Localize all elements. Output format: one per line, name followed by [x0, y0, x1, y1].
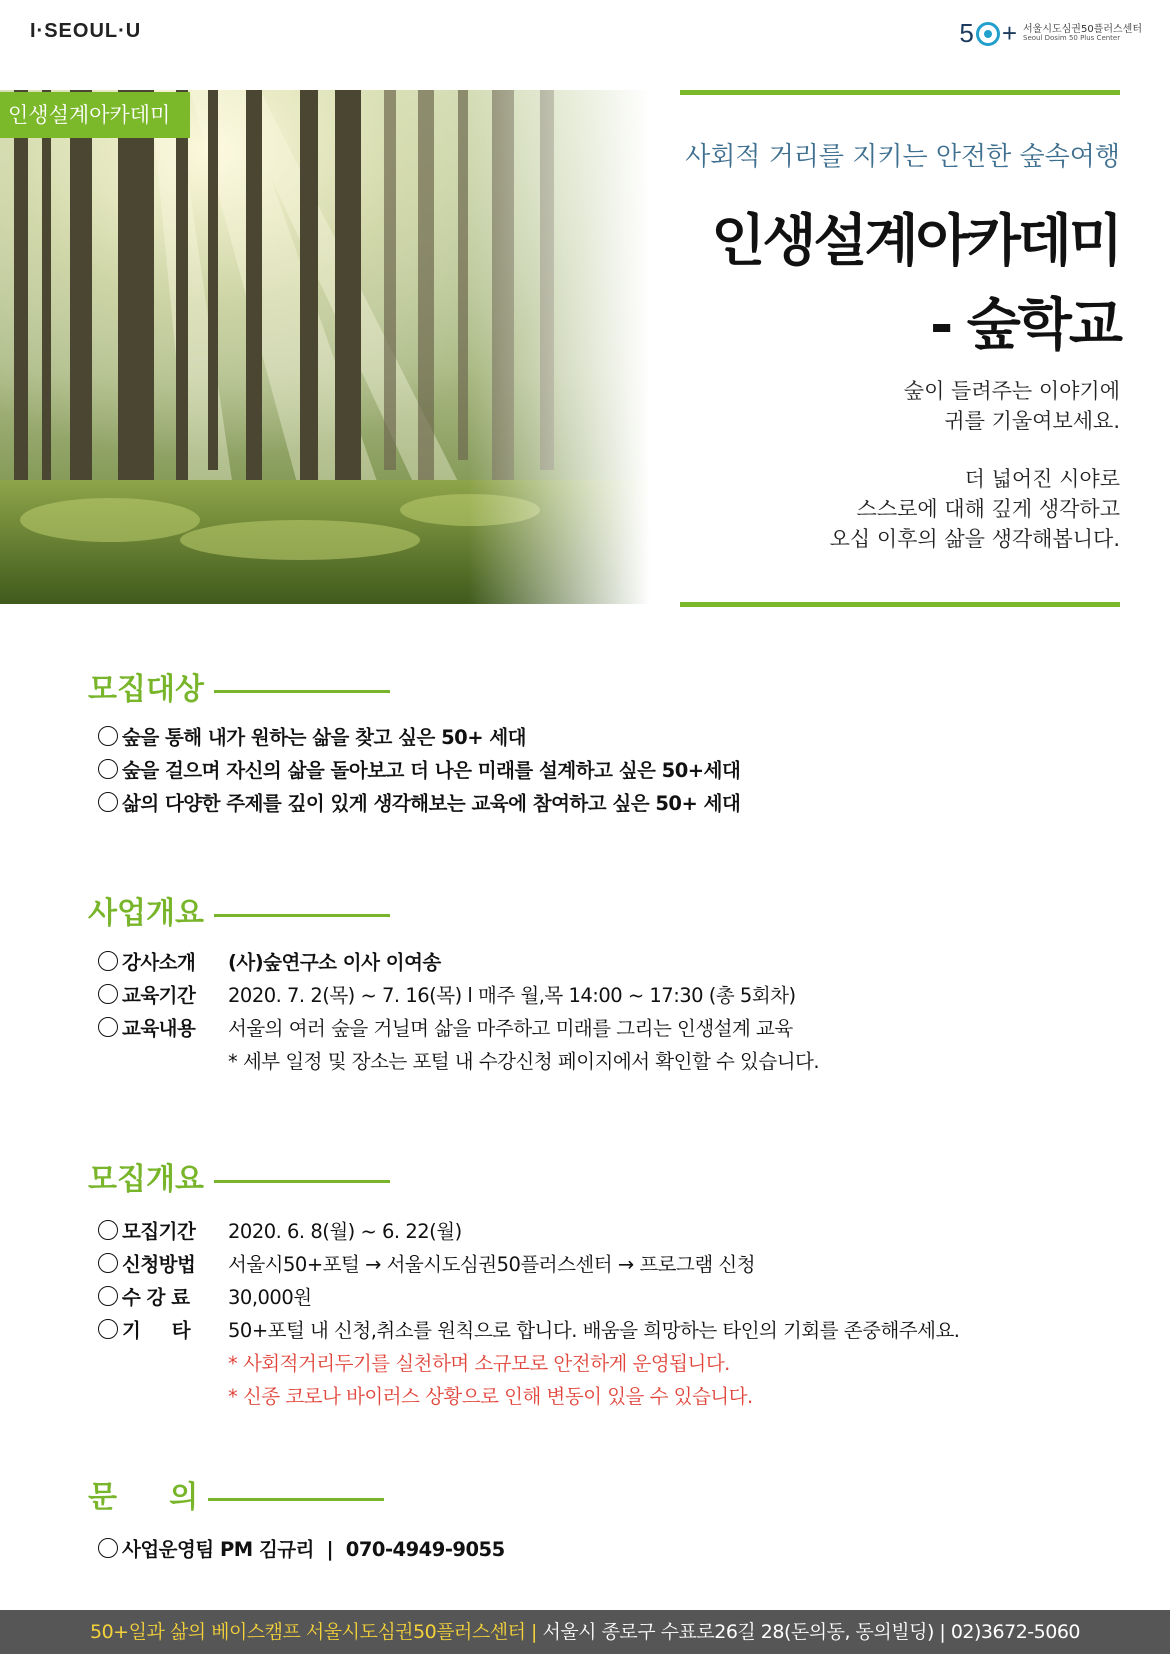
hero-desc-line: 오십 이후의 삶을 생각해봅니다. — [829, 527, 1120, 551]
list-item — [98, 1531, 505, 1564]
list-item — [98, 1279, 960, 1312]
circle-bullet-icon — [98, 984, 118, 1004]
hero-title — [711, 200, 1120, 368]
circle-bullet-icon — [98, 726, 118, 746]
logo-mark-digit: 5 — [959, 18, 974, 48]
logo-text-ko: 서울시도심권50플러스센터 — [1023, 24, 1142, 36]
hero-desc-line: 귀를 기울여보세요. — [944, 409, 1120, 433]
row-value: (사)숲연구소 이사 이여송 — [228, 950, 441, 974]
section-title-text: 모집개요 — [88, 1162, 204, 1197]
section-title-target — [88, 664, 390, 708]
hero-desc-line: 숲이 들려주는 이야기에 — [903, 379, 1120, 403]
list-item-text: 삶의 다양한 주제를 깊이 있게 생각해보는 교육에 참여하고 싶은 50+ 세대 — [122, 791, 741, 815]
seoul-50plus-center-logo — [959, 18, 1142, 49]
list-item — [98, 1010, 819, 1043]
list-item — [98, 1213, 960, 1246]
warning-note: * 사회적거리두기를 실천하며 소규모로 안전하게 운영됩니다. — [228, 1351, 730, 1375]
contact-text: 사업운영팀 PM 김규리 | 070-4949-9055 — [122, 1537, 505, 1561]
circle-bullet-icon — [98, 792, 118, 812]
logo-mark-plus: + — [1001, 18, 1017, 48]
contact-list — [98, 1531, 505, 1564]
logo-text-en: Seoul Dosim 50 Plus Center — [1023, 34, 1121, 43]
hero-title-line2: - 숲학교 — [929, 293, 1120, 358]
row-value: 2020. 6. 8(월) ~ 6. 22(월) — [228, 1219, 462, 1243]
note-text: * 세부 일정 및 장소는 포털 내 수강신청 페이지에서 확인할 수 있습니다. — [228, 1049, 820, 1073]
hero-subtitle: 사회적 거리를 지키는 안전한 숲속여행 — [685, 142, 1120, 172]
circle-bullet-icon — [98, 759, 118, 779]
forest-illustration — [0, 90, 650, 604]
row-key: 모집기간 — [122, 1219, 196, 1243]
hero-title-line1: 인생설계아카데미 — [711, 209, 1120, 274]
i-seoul-u-logo: I·SEOUL·U — [30, 20, 142, 42]
section-title-bar — [214, 690, 390, 693]
top-divider — [680, 90, 1120, 95]
circle-bullet-icon — [98, 1017, 118, 1037]
list-item — [98, 719, 740, 752]
bottom-divider — [680, 602, 1120, 607]
row-value: 서울의 여러 숲을 거닐며 삶을 마주하고 미래를 그리는 인생설계 교육 — [228, 1016, 793, 1040]
warning-note: * 신종 코로나 바이러스 상황으로 인해 변동이 있을 수 있습니다. — [228, 1384, 753, 1408]
hero-desc-line: 스스로에 대해 깊게 생각하고 — [856, 497, 1120, 521]
section-title-recruit — [88, 1154, 390, 1198]
row-key: 신청방법 — [122, 1252, 196, 1276]
list-item — [98, 1312, 960, 1345]
circle-bullet-icon — [98, 951, 118, 971]
row-key: 교육내용 — [122, 1016, 196, 1040]
row-key: 교육기간 — [122, 983, 196, 1007]
circle-bullet-icon — [98, 1253, 118, 1273]
circle-bullet-icon — [98, 1319, 118, 1339]
overview-list — [98, 944, 819, 1076]
hero-label-badge: 인생설계아카데미 — [0, 92, 190, 138]
target-list — [98, 719, 740, 818]
circle-bullet-icon — [98, 1538, 118, 1558]
section-title-text: 사업개요 — [88, 896, 204, 931]
recruit-list — [98, 1213, 960, 1411]
section-title-text: 문 의 — [88, 1480, 199, 1515]
footer-address: 서울시 종로구 수표로26길 28(돈의동, 동의빌딩) | 02)3672-5060 — [536, 1621, 1080, 1643]
section-title-bar — [214, 1180, 390, 1183]
list-item-text: 숲을 걸으며 자신의 삶을 돌아보고 더 나은 미래를 설계하고 싶은 50+세대 — [122, 758, 741, 782]
list-item — [98, 1246, 960, 1279]
50plus-logo-mark — [959, 18, 1017, 49]
list-item-text: 숲을 통해 내가 원하는 삶을 찾고 싶은 50+ 세대 — [122, 725, 527, 749]
circle-bullet-icon — [98, 1220, 118, 1240]
row-key: 강사소개 — [122, 950, 196, 974]
list-item — [98, 785, 740, 818]
footer-highlight: 50+일과 삶의 베이스캠프 서울시도심권50플러스센터 | — [90, 1621, 537, 1643]
hero-desc-line: 더 넓어진 시야로 — [964, 467, 1120, 491]
circle-bullet-icon — [98, 1286, 118, 1306]
section-title-overview — [88, 888, 390, 932]
note-line — [98, 1345, 960, 1378]
section-title-bar — [214, 914, 390, 917]
ring-icon — [976, 22, 1000, 46]
row-key: 수 강 료 — [122, 1285, 190, 1309]
note-line — [98, 1043, 819, 1076]
list-item — [98, 977, 819, 1010]
row-value: 서울시50+포털 → 서울시도심권50플러스센터 → 프로그램 신청 — [228, 1252, 756, 1276]
note-line — [98, 1378, 960, 1411]
row-key: 기 타 — [122, 1318, 191, 1342]
list-item — [98, 944, 819, 977]
hero-description — [830, 376, 1120, 554]
forest-photo — [0, 90, 650, 604]
section-title-text: 모집대상 — [88, 672, 204, 707]
row-value: 50+포털 내 신청,취소를 원칙으로 합니다. 배움을 희망하는 타인의 기회를 존중해주세요. — [228, 1318, 960, 1342]
row-value: 30,000원 — [228, 1285, 312, 1309]
logo-text — [1023, 24, 1142, 43]
section-title-bar — [208, 1498, 384, 1501]
footer-bar — [0, 1610, 1170, 1654]
list-item — [98, 752, 740, 785]
row-value: 2020. 7. 2(목) ~ 7. 16(목) l 매주 월,목 14:00 ~ 17:30 (총 5회차) — [228, 983, 796, 1007]
section-title-contact — [88, 1472, 384, 1516]
